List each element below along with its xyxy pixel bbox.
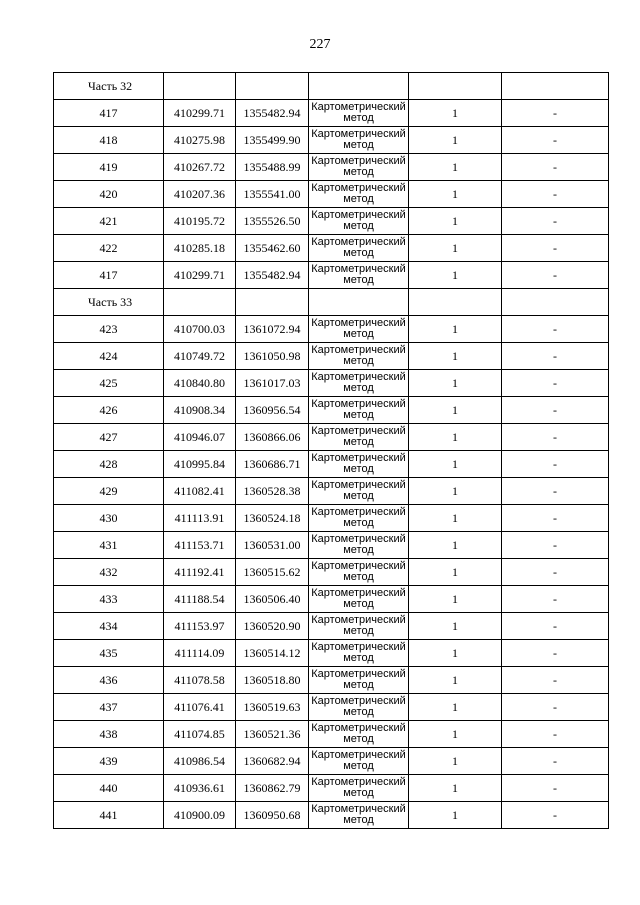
table-row: [54, 208, 609, 235]
method-cell: Картометрический метод: [309, 640, 409, 667]
x-coordinate-cell: 411074.85: [164, 721, 236, 748]
x-coordinate-cell: 411192.41: [164, 559, 236, 586]
table-row: [54, 667, 609, 694]
point-number-cell: 424: [54, 343, 164, 370]
part-title: Часть 32: [54, 73, 164, 100]
note-cell: -: [502, 532, 609, 559]
table-row: [54, 748, 609, 775]
point-number-cell: 419: [54, 154, 164, 181]
x-coordinate-cell: 410995.84: [164, 451, 236, 478]
accuracy-cell: 1: [409, 370, 502, 397]
x-coordinate-cell: 410299.71: [164, 100, 236, 127]
point-number-cell: 436: [54, 667, 164, 694]
x-coordinate-cell: 410840.80: [164, 370, 236, 397]
point-number-cell: 431: [54, 532, 164, 559]
table-row: [54, 316, 609, 343]
y-coordinate-cell: 1360515.62: [236, 559, 309, 586]
point-number-cell: 422: [54, 235, 164, 262]
note-cell: -: [502, 721, 609, 748]
accuracy-cell: 1: [409, 127, 502, 154]
y-coordinate-cell: 1360521.36: [236, 721, 309, 748]
note-cell: -: [502, 667, 609, 694]
note-cell: -: [502, 127, 609, 154]
x-coordinate-cell: 410749.72: [164, 343, 236, 370]
empty-cell: [164, 73, 236, 100]
note-cell: -: [502, 451, 609, 478]
table-row: [54, 424, 609, 451]
x-coordinate-cell: 410275.98: [164, 127, 236, 154]
empty-cell: [502, 73, 609, 100]
method-cell: Картометрический метод: [309, 181, 409, 208]
y-coordinate-cell: 1360950.68: [236, 802, 309, 829]
y-coordinate-cell: 1355462.60: [236, 235, 309, 262]
accuracy-cell: 1: [409, 343, 502, 370]
method-cell: Картометрический метод: [309, 451, 409, 478]
x-coordinate-cell: 411078.58: [164, 667, 236, 694]
method-cell: Картометрический метод: [309, 586, 409, 613]
x-coordinate-cell: 410936.61: [164, 775, 236, 802]
method-cell: Картометрический метод: [309, 370, 409, 397]
part-title: Часть 33: [54, 289, 164, 316]
table-row: [54, 397, 609, 424]
y-coordinate-cell: 1361072.94: [236, 316, 309, 343]
method-cell: Картометрический метод: [309, 721, 409, 748]
method-cell: Картометрический метод: [309, 127, 409, 154]
point-number-cell: 438: [54, 721, 164, 748]
note-cell: -: [502, 343, 609, 370]
table-row: [54, 154, 609, 181]
point-number-cell: 418: [54, 127, 164, 154]
accuracy-cell: 1: [409, 478, 502, 505]
accuracy-cell: 1: [409, 235, 502, 262]
x-coordinate-cell: 410900.09: [164, 802, 236, 829]
x-coordinate-cell: 410285.18: [164, 235, 236, 262]
x-coordinate-cell: 411114.09: [164, 640, 236, 667]
table-row: [54, 181, 609, 208]
y-coordinate-cell: 1360682.94: [236, 748, 309, 775]
note-cell: -: [502, 640, 609, 667]
table-row: [54, 478, 609, 505]
method-cell: Картометрический метод: [309, 424, 409, 451]
y-coordinate-cell: 1360866.06: [236, 424, 309, 451]
method-cell: Картометрический метод: [309, 775, 409, 802]
note-cell: -: [502, 775, 609, 802]
table-row: [54, 640, 609, 667]
y-coordinate-cell: 1355526.50: [236, 208, 309, 235]
point-number-cell: 441: [54, 802, 164, 829]
accuracy-cell: 1: [409, 208, 502, 235]
point-number-cell: 417: [54, 262, 164, 289]
note-cell: -: [502, 478, 609, 505]
x-coordinate-cell: 411153.71: [164, 532, 236, 559]
y-coordinate-cell: 1360514.12: [236, 640, 309, 667]
method-cell: Картометрический метод: [309, 235, 409, 262]
method-cell: Картометрический метод: [309, 154, 409, 181]
note-cell: -: [502, 424, 609, 451]
y-coordinate-cell: 1360520.90: [236, 613, 309, 640]
x-coordinate-cell: 410908.34: [164, 397, 236, 424]
method-cell: Картометрический метод: [309, 532, 409, 559]
point-number-cell: 440: [54, 775, 164, 802]
accuracy-cell: 1: [409, 694, 502, 721]
empty-cell: [309, 289, 409, 316]
y-coordinate-cell: 1355541.00: [236, 181, 309, 208]
x-coordinate-cell: 411076.41: [164, 694, 236, 721]
accuracy-cell: 1: [409, 721, 502, 748]
method-cell: Картометрический метод: [309, 397, 409, 424]
table-row: [54, 775, 609, 802]
part-header-row: [54, 289, 609, 316]
accuracy-cell: 1: [409, 505, 502, 532]
note-cell: -: [502, 208, 609, 235]
accuracy-cell: 1: [409, 397, 502, 424]
method-cell: Картометрический метод: [309, 559, 409, 586]
method-cell: Картометрический метод: [309, 478, 409, 505]
empty-cell: [409, 73, 502, 100]
y-coordinate-cell: 1360524.18: [236, 505, 309, 532]
note-cell: -: [502, 316, 609, 343]
accuracy-cell: 1: [409, 154, 502, 181]
accuracy-cell: 1: [409, 775, 502, 802]
accuracy-cell: 1: [409, 613, 502, 640]
coordinates-table: [53, 72, 609, 829]
table-row: [54, 370, 609, 397]
accuracy-cell: 1: [409, 451, 502, 478]
method-cell: Картометрический метод: [309, 262, 409, 289]
method-cell: Картометрический метод: [309, 667, 409, 694]
y-coordinate-cell: 1360519.63: [236, 694, 309, 721]
note-cell: -: [502, 154, 609, 181]
table-row: [54, 802, 609, 829]
method-cell: Картометрический метод: [309, 613, 409, 640]
y-coordinate-cell: 1360528.38: [236, 478, 309, 505]
x-coordinate-cell: 411188.54: [164, 586, 236, 613]
table-row: [54, 532, 609, 559]
x-coordinate-cell: 410195.72: [164, 208, 236, 235]
method-cell: Картометрический метод: [309, 316, 409, 343]
note-cell: -: [502, 586, 609, 613]
table-row: [54, 505, 609, 532]
point-number-cell: 428: [54, 451, 164, 478]
note-cell: -: [502, 397, 609, 424]
empty-cell: [409, 289, 502, 316]
x-coordinate-cell: 410986.54: [164, 748, 236, 775]
accuracy-cell: 1: [409, 748, 502, 775]
point-number-cell: 430: [54, 505, 164, 532]
method-cell: Картометрический метод: [309, 208, 409, 235]
part-header-row: [54, 73, 609, 100]
method-cell: Картометрический метод: [309, 802, 409, 829]
x-coordinate-cell: 410299.71: [164, 262, 236, 289]
y-coordinate-cell: 1360518.80: [236, 667, 309, 694]
empty-cell: [309, 73, 409, 100]
point-number-cell: 429: [54, 478, 164, 505]
accuracy-cell: 1: [409, 316, 502, 343]
point-number-cell: 420: [54, 181, 164, 208]
y-coordinate-cell: 1355482.94: [236, 262, 309, 289]
method-cell: Картометрический метод: [309, 343, 409, 370]
y-coordinate-cell: 1360686.71: [236, 451, 309, 478]
note-cell: -: [502, 370, 609, 397]
accuracy-cell: 1: [409, 586, 502, 613]
note-cell: -: [502, 262, 609, 289]
table-row: [54, 100, 609, 127]
point-number-cell: 434: [54, 613, 164, 640]
method-cell: Картометрический метод: [309, 748, 409, 775]
point-number-cell: 421: [54, 208, 164, 235]
point-number-cell: 425: [54, 370, 164, 397]
table-row: [54, 613, 609, 640]
table-row: [54, 586, 609, 613]
note-cell: -: [502, 181, 609, 208]
x-coordinate-cell: 410946.07: [164, 424, 236, 451]
y-coordinate-cell: 1361017.03: [236, 370, 309, 397]
note-cell: -: [502, 748, 609, 775]
table-row: [54, 235, 609, 262]
note-cell: -: [502, 694, 609, 721]
point-number-cell: 437: [54, 694, 164, 721]
y-coordinate-cell: 1360862.79: [236, 775, 309, 802]
note-cell: -: [502, 505, 609, 532]
accuracy-cell: 1: [409, 667, 502, 694]
note-cell: -: [502, 100, 609, 127]
accuracy-cell: 1: [409, 532, 502, 559]
method-cell: Картометрический метод: [309, 100, 409, 127]
note-cell: -: [502, 613, 609, 640]
y-coordinate-cell: 1360531.00: [236, 532, 309, 559]
y-coordinate-cell: 1355499.90: [236, 127, 309, 154]
x-coordinate-cell: 410700.03: [164, 316, 236, 343]
note-cell: -: [502, 559, 609, 586]
point-number-cell: 439: [54, 748, 164, 775]
y-coordinate-cell: 1355482.94: [236, 100, 309, 127]
accuracy-cell: 1: [409, 559, 502, 586]
table-row: [54, 127, 609, 154]
x-coordinate-cell: 410267.72: [164, 154, 236, 181]
note-cell: -: [502, 802, 609, 829]
point-number-cell: 435: [54, 640, 164, 667]
method-cell: Картометрический метод: [309, 694, 409, 721]
accuracy-cell: 1: [409, 424, 502, 451]
table-row: [54, 721, 609, 748]
accuracy-cell: 1: [409, 100, 502, 127]
x-coordinate-cell: 411113.91: [164, 505, 236, 532]
point-number-cell: 423: [54, 316, 164, 343]
point-number-cell: 417: [54, 100, 164, 127]
table-row: [54, 451, 609, 478]
y-coordinate-cell: 1355488.99: [236, 154, 309, 181]
note-cell: -: [502, 235, 609, 262]
table-row: [54, 559, 609, 586]
y-coordinate-cell: 1360506.40: [236, 586, 309, 613]
accuracy-cell: 1: [409, 802, 502, 829]
empty-cell: [236, 73, 309, 100]
table-row: [54, 262, 609, 289]
table-row: [54, 343, 609, 370]
method-cell: Картометрический метод: [309, 505, 409, 532]
coordinates-table-body: [54, 73, 609, 829]
accuracy-cell: 1: [409, 262, 502, 289]
x-coordinate-cell: 411153.97: [164, 613, 236, 640]
y-coordinate-cell: 1360956.54: [236, 397, 309, 424]
point-number-cell: 426: [54, 397, 164, 424]
empty-cell: [236, 289, 309, 316]
page-number: 227: [309, 37, 331, 52]
accuracy-cell: 1: [409, 181, 502, 208]
empty-cell: [164, 289, 236, 316]
empty-cell: [502, 289, 609, 316]
point-number-cell: 432: [54, 559, 164, 586]
table-row: [54, 694, 609, 721]
point-number-cell: 427: [54, 424, 164, 451]
y-coordinate-cell: 1361050.98: [236, 343, 309, 370]
x-coordinate-cell: 411082.41: [164, 478, 236, 505]
accuracy-cell: 1: [409, 640, 502, 667]
point-number-cell: 433: [54, 586, 164, 613]
x-coordinate-cell: 410207.36: [164, 181, 236, 208]
